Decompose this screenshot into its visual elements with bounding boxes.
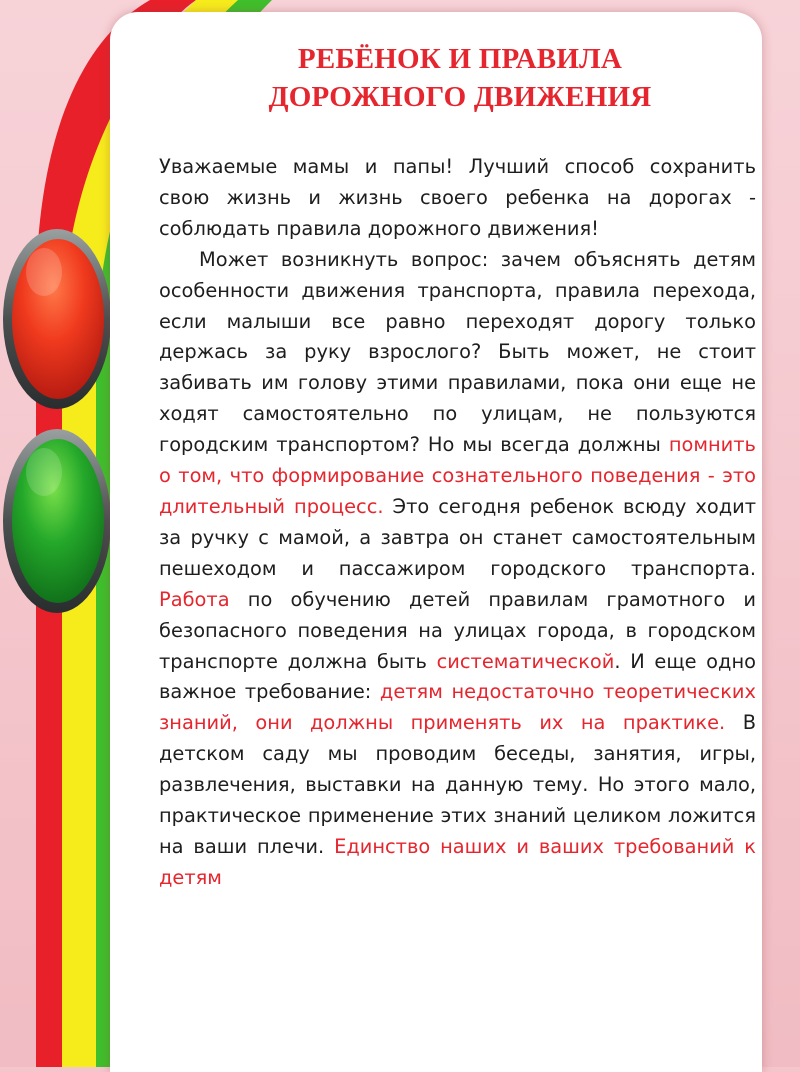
text-part-4: . И еще одно важное требование: xyxy=(159,649,756,704)
page-title xyxy=(160,40,760,116)
title-line-1: РЕБЁНОК И ПРАВИЛА xyxy=(297,43,623,75)
paragraph-intro: Уважаемые мамы и папы! Лучший способ сохранить свою жизнь и жизнь своего ребенка на дорогах - соблюдать правила дорожного движения! xyxy=(159,155,756,240)
text-part-5: В детском саду мы проводим беседы, занятия, игры, развлечения, выставки на данную тему. Но этого мало, практическое применение этих знаний целиком ложится на ваши плечи. xyxy=(159,711,757,858)
highlight-systematic: систематической xyxy=(436,649,615,673)
highlight-practice: детям недостаточно теоретических знаний, они должны применять их на практике. xyxy=(159,680,756,735)
highlight-unity: Единство наших и ваших требований к детям xyxy=(159,834,756,889)
title-line-2: ДОРОЖНОГО ДВИЖЕНИЯ xyxy=(268,81,652,113)
highlight-work: Работа xyxy=(159,587,230,611)
highlight-process: помнить о том, что формирование сознательного поведения - это длительный процесс. xyxy=(159,433,756,518)
paragraph-main xyxy=(159,245,756,894)
article-body xyxy=(159,152,756,894)
text-part-3: по обучению детей правилам грамотного и безопасного поведения на улицах города, в городском транспорте должна быть xyxy=(159,587,756,673)
text-part-2: Это сегодня ребенок всюду ходит за ручку с мамой, а завтра он станет самостоятельным пешеходом и пассажиром городского транспорта. xyxy=(159,494,757,580)
text-part-1: Может возникнуть вопрос: зачем объяснять детям особенности движения транспорта, правила перехода, если малыши все равно переходят дорогу только держась за руку взрослого? Быть может, не стоит забивать им голову этими правилами, пока они еще не ходят самостоятельно по улицам, не пользуются городским транспортом? Но мы всегда должны xyxy=(159,247,756,457)
